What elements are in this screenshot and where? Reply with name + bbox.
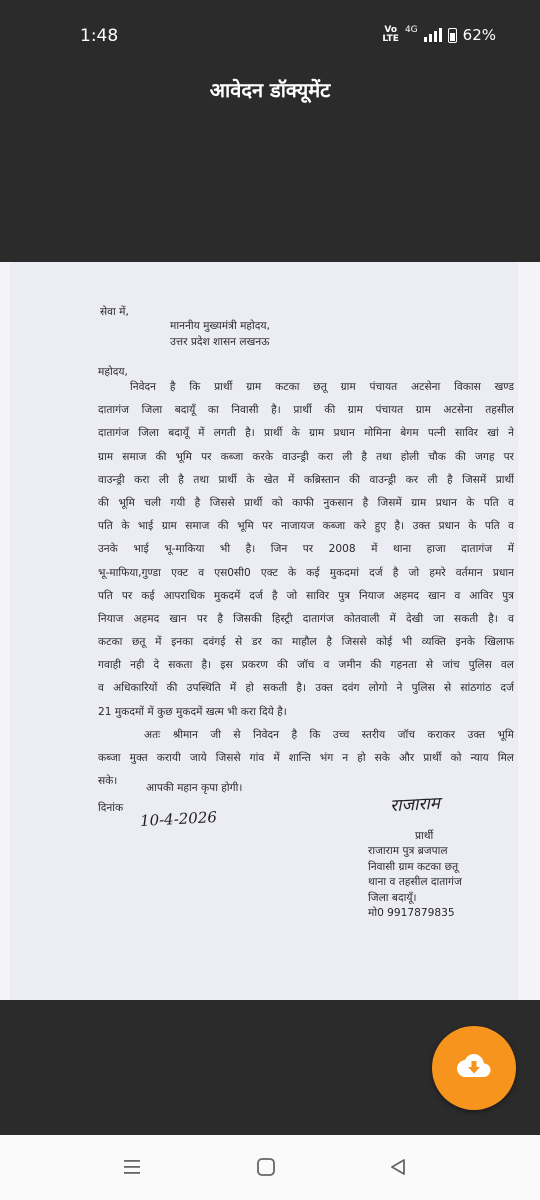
recent-apps-icon	[122, 1158, 142, 1180]
body-line: पति पर कई आपराधिक मुकदमें दर्ज है जो साविर पुत्र नियाज अहमद खान व आविर पुत्र	[98, 589, 514, 602]
home-button[interactable]	[252, 1155, 280, 1183]
document-view[interactable]	[0, 262, 540, 1000]
volte-indicator	[382, 26, 399, 44]
applicant-label: प्रार्थी	[415, 830, 434, 842]
request-line: सके।	[98, 775, 118, 788]
body-line: वाउन्ड्री करा ली है तथा प्रार्थी के खेत में कब्रिस्तान की वाउन्ड्री कर ली है जिसमें प्रार्थी	[98, 473, 514, 486]
body-line: निवेदन है कि प्रार्थी ग्राम कटका छतू ग्राम पंचायत अटसेना विकास खण्ड	[130, 381, 514, 393]
recent-apps-button[interactable]	[118, 1155, 146, 1183]
request-line: अतः श्रीमान जी से निवेदन है कि उच्च स्तरीय जॉच कराकर उक्त भूमि	[144, 729, 514, 741]
handwritten-signature: राजाराम	[389, 793, 441, 817]
back-icon	[388, 1157, 408, 1181]
address-line: मो0 9917879835	[368, 907, 455, 919]
navigation-bar	[0, 1135, 540, 1200]
body-paragraph	[98, 380, 514, 728]
download-button[interactable]	[432, 1026, 516, 1110]
back-button[interactable]	[384, 1155, 412, 1183]
handwritten-date: 10-4-2026	[139, 807, 218, 831]
status-bar	[0, 0, 540, 56]
volte-top: Vo	[384, 25, 397, 35]
body-line: ग्राम समाज की भूमि पर कब्जा करके वाउन्ड्री करा ली है तथा होली चौक की जगह पर	[98, 450, 514, 463]
body-line: दातागंज जिला बदायूँ का निवासी है। प्रार्थी की ग्राम पंचायत ग्राम अटसेना तहसील	[98, 404, 514, 417]
body-line: उनके भाई भू-माकिया भी है। जिन पर 2008 में थाना हाजा दातागंज में	[98, 543, 514, 556]
page-title: आवेदन डॉक्यूमेंट	[209, 78, 331, 102]
greeting: महोदय,	[98, 366, 128, 378]
body-line: की भूमि चली गयी है जिससे प्रार्थी को काफी नुकसान है जिसमें ग्राम प्रधान के पति व	[98, 496, 514, 509]
battery-percent: 62%	[462, 26, 496, 44]
volte-bottom: LTE	[382, 34, 399, 44]
date-label: दिनांक	[98, 802, 124, 814]
network-type: 4G	[404, 25, 418, 35]
status-icons	[382, 26, 496, 44]
recipient-line2: उत्तर प्रदेश शासन लखनऊ	[170, 336, 270, 348]
address-line: जिला बदायूँ।	[368, 891, 417, 904]
address-line: राजाराम पुत्र ब्रजपाल	[368, 845, 448, 857]
app-header	[0, 56, 540, 261]
body-line: नियाज अहमद खान पर है जिसकी हिस्ट्री दातागंज कोतवाली में देखी जा सकती है। व	[98, 612, 514, 625]
body-line: व अधिकारियों की उपस्थिति में हो सकती है। उक्त दवंग लोगो ने पुलिस से सांठगांठ दर्ज	[98, 682, 514, 695]
body-line: गवाही नही दे सकता है। इस प्रकरण की जॉच व जमीन की गहनता से जांच पुलिस वल	[98, 659, 514, 672]
home-icon	[256, 1157, 276, 1181]
cloud-download-icon	[456, 1052, 492, 1084]
recipient-line1: माननीय मुख्यमंत्री महोदय,	[170, 320, 270, 332]
body-line: पति के भाई ग्राम समाज की भूमि पर नाजायज कब्जा करे हुए है। उक्त प्रधान के पति व	[98, 520, 514, 533]
salutation-to: सेवा में,	[100, 306, 129, 318]
body-line: भू-माफिया,गुण्डा एक्ट व एस0सी0 एक्ट के कई मुकदमां दर्ज है जो हमरे वर्तमान प्रधान	[98, 566, 514, 579]
body-line: 21 मुकदमों में कुछ मुकदमें खत्म भी करा दिये है।	[98, 705, 287, 718]
address-line: थाना व तहसील दातागंज	[368, 876, 462, 888]
status-time: 1:48	[80, 26, 119, 46]
applicant-address	[368, 844, 462, 922]
body-line: कटका छतू में इनका दवंगई से डर का माहौल है जिससे कोई भी व्यक्ति इनके खिलाफ	[98, 636, 514, 649]
closing-line: आपकी महान कृपा होगी।	[146, 782, 243, 794]
signal-icon	[424, 28, 442, 42]
request-line: कब्जा मुक्त करायी जाये जिससे गांव में शान्ति भंग न हो सके और प्रार्थी को न्याय मिल	[98, 752, 514, 765]
body-line: दातागंज जिला बदायूँ में लगती है। प्रार्थी के ग्राम प्रधान मोमिना बेगम पत्नी साविर खां ने	[98, 427, 514, 440]
document-paper	[10, 262, 518, 1000]
battery-icon	[448, 28, 457, 43]
address-line: निवासी ग्राम कटका छतू	[368, 860, 459, 873]
